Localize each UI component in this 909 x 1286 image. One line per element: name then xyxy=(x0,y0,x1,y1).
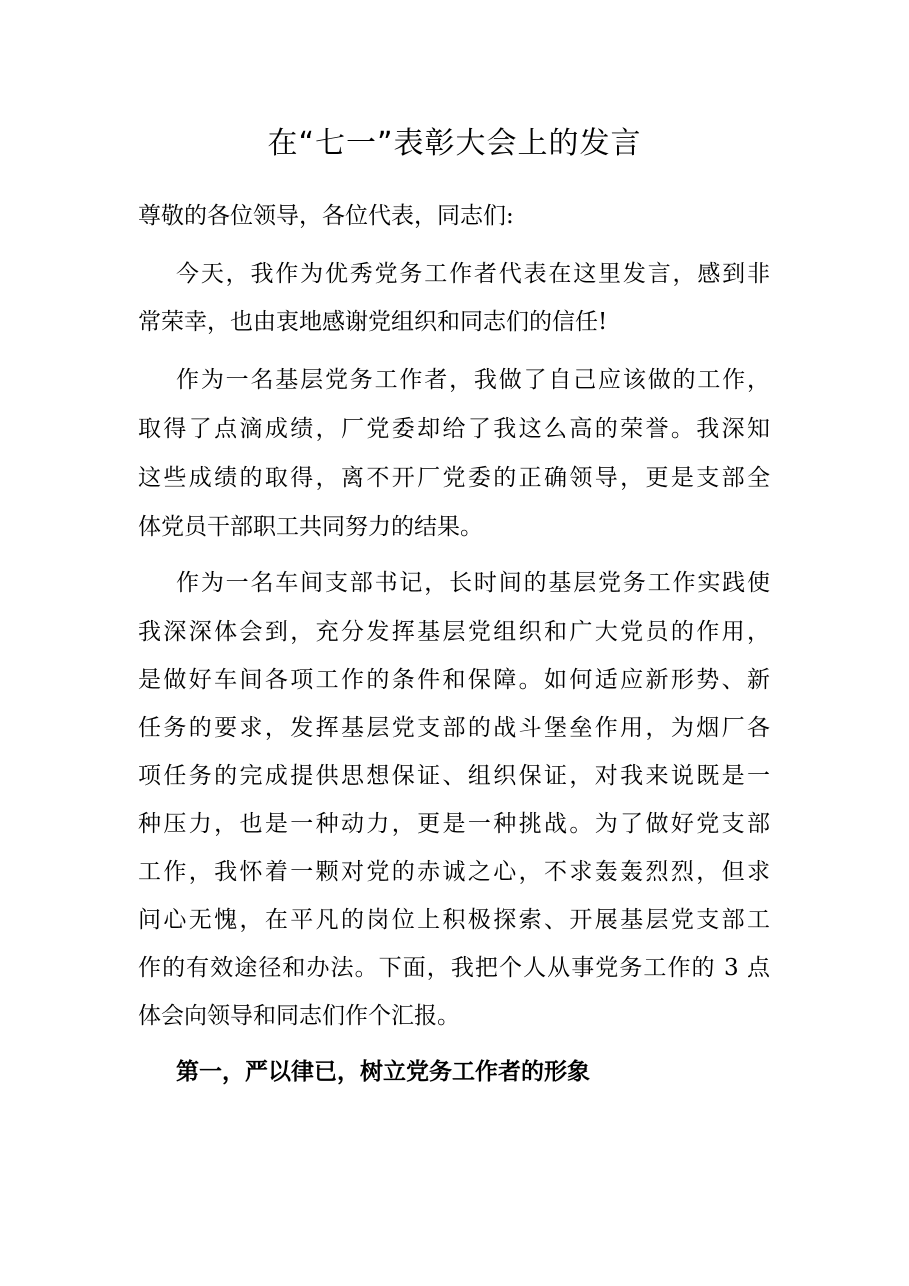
paragraph-line: 今天，我作为优秀党务工作者代表在这里发言，感到非 xyxy=(176,261,770,287)
paragraph-line: 是做好车间各项工作的条件和保障。如何适应新形势、新 xyxy=(138,667,770,693)
paragraph-line: 体会向领导和同志们作个汇报。 xyxy=(138,1003,460,1029)
paragraph-line: 问心无愧，在平凡的岗位上积极探索、开展基层党支部工 xyxy=(138,907,770,933)
paragraph-line: 取得了点滴成绩，厂党委却给了我这么高的荣誉。我深知 xyxy=(138,416,770,442)
paragraph-line: 作的有效途径和办法。下面，我把个人从事党务工作的 3 点 xyxy=(138,955,770,981)
paragraph-line: 任务的要求，发挥基层党支部的战斗堡垒作用，为烟厂各 xyxy=(138,715,770,741)
paragraph-line: 作为一名基层党务工作者，我做了自己应该做的工作， xyxy=(176,367,770,393)
section-heading: 第一，严以律已，树立党务工作者的形象 xyxy=(176,1059,590,1085)
paragraph-line: 工作，我怀着一颗对党的赤诚之心，不求轰轰烈烈，但求 xyxy=(138,859,770,885)
paragraph-line: 体党员干部职工共同努力的结果。 xyxy=(138,514,483,540)
paragraph-line: 这些成绩的取得，离不开厂党委的正确领导，更是支部全 xyxy=(138,465,770,491)
paragraph-line: 项任务的完成提供思想保证、组织保证，对我来说既是一 xyxy=(138,763,770,789)
paragraph-line: 种压力，也是一种动力，更是一种挑战。为了做好党支部 xyxy=(138,811,770,837)
document-title: 在“七一”表彰大会上的发言 xyxy=(267,126,642,161)
paragraph-line: 作为一名车间支部书记，长时间的基层党务工作实践使 xyxy=(176,570,770,596)
salutation: 尊敬的各位领导，各位代表，同志们: xyxy=(138,203,514,229)
paragraph-line: 常荣幸，也由衷地感谢党组织和同志们的信任! xyxy=(138,309,608,335)
paragraph-line: 我深深体会到，充分发挥基层党组织和广大党员的作用， xyxy=(138,619,770,645)
